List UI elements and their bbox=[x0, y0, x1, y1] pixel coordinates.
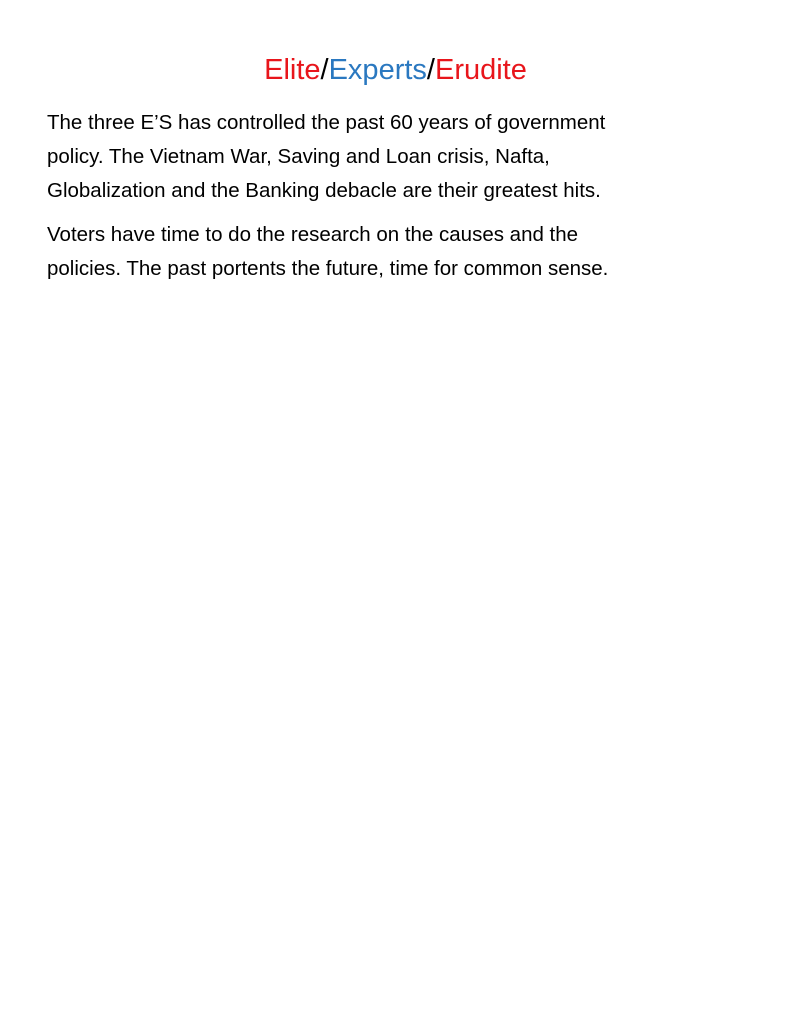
document-title bbox=[0, 50, 791, 90]
paragraph-line: Voters have time to do the research on the causes and the bbox=[47, 223, 579, 246]
title-word-erudite: Erudite bbox=[434, 54, 527, 86]
paragraph-1 bbox=[47, 106, 747, 208]
title-separator: / bbox=[426, 54, 435, 86]
title-word-elite: Elite bbox=[264, 54, 321, 86]
paragraph-line: Globalization and the Banking debacle are their greatest hits. bbox=[47, 179, 601, 202]
paragraph-line: The three E’S has controlled the past 60 years of government bbox=[47, 111, 606, 134]
paragraph-line: policies. The past portents the future, time for common sense. bbox=[47, 257, 609, 280]
title-separator: / bbox=[320, 54, 329, 86]
paragraph-2 bbox=[47, 218, 747, 286]
paragraph-line: policy. The Vietnam War, Saving and Loan crisis, Nafta, bbox=[47, 145, 550, 168]
title-word-experts: Experts bbox=[328, 54, 427, 86]
